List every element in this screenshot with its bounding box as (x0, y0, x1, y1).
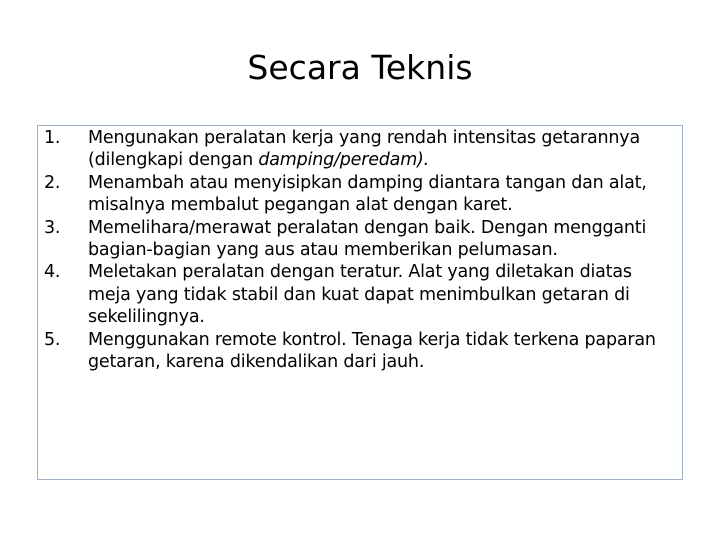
list-item-emphasis: damping/peredam). (258, 150, 430, 171)
list-item-number: 3. (44, 217, 61, 238)
content-box (37, 125, 683, 480)
list-item (44, 261, 676, 328)
list-item-text (88, 128, 640, 170)
list-item-number: 2. (44, 172, 61, 193)
list-item-text: Memelihara/merawat peralatan dengan baik. Dengan mengganti bagian-bagian yang aus atau memberikan pelumasan. (88, 217, 647, 261)
numbered-list (44, 127, 676, 373)
list-item (44, 217, 676, 262)
list-item-number: 1. (44, 128, 61, 148)
list-item-number: 4. (44, 262, 61, 283)
list-item-text: Menggunakan remote kontrol. Tenaga kerja tidak terkena paparan getaran, karena dikendalikan dari jauh. (88, 329, 656, 373)
list-item-text: Meletakan peralatan dengan teratur. Alat yang diletakan diatas meja yang tidak stabil dan kuat dapat menimbulkan getaran di sekelilingnya. (88, 262, 632, 328)
slide-title: Secara Teknis (247, 48, 473, 87)
list-item-text-main: Mengunakan peralatan kerja yang rendah intensitas getarannya (dilengkapi dengan (88, 128, 640, 171)
list-item (44, 329, 676, 374)
list-item-text: Menambah atau menyisipkan damping diantara tangan dan alat, misalnya membalut pegangan alat dengan karet. (88, 172, 647, 216)
list-item (44, 127, 676, 172)
list-item (44, 172, 676, 217)
list-item-number: 5. (44, 329, 61, 350)
